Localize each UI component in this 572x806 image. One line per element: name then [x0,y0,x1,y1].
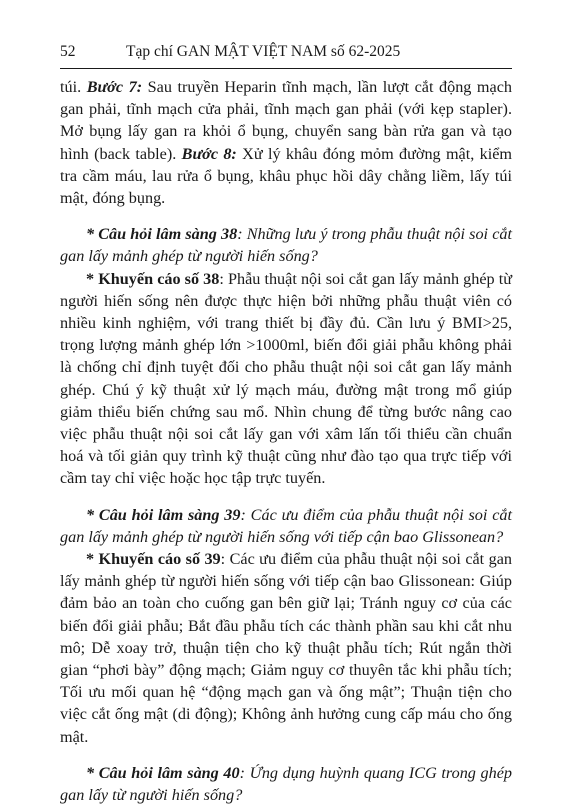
recommendation-38-label: * Khuyến cáo số 38 [86,269,220,288]
question-39-text: : Các ưu điểm của phẫu thuật nội soi cắt gan lấy mảnh ghép từ người hiến sống với tiếp cận bao Glissonean? [60,505,512,546]
step-7-label: Bước 7: [86,78,143,96]
recommendation-39-label: * Khuyến cáo số 39 [86,550,221,569]
paragraph-steps [60,76,512,209]
body-text: Xử lý khâu đóng mỏm đường mật, kiểm tra cầm máu, lau rửa ổ bụng, khâu phục hồi dây chằng liềm, lấy túi mật, đóng bụng. [60,144,512,208]
clinical-question-40 [60,762,512,806]
question-39-label: * Câu hỏi lâm sàng 39 [86,505,241,524]
page-header [60,43,512,61]
body-text: túi. [60,78,87,96]
recommendation-38 [60,268,512,490]
recommendation-39 [60,548,512,748]
clinical-question-38 [60,223,512,267]
recommendation-39-text: : Các ưu điểm của phẫu thuật nội soi cắt gan lấy mảnh ghép từ người hiến sống với tiếp cận bao Glissonean: Giúp đảm bảo an toàn cho cuống gan bên giữ lại; Tránh nguy cơ của các biến đổi giải phẫu; Bắt đầu phẫu tích các thành phần sau khi cắt nhu mô; Dễ xoay trở, thuận tiện cho kỹ thuật phẫu tích; Rút ngắn thời gian “phơi bày” động mạch; Giảm nguy cơ thuyên tắc khi phẫu tích; Tối ưu mối quan hệ “động mạch gan và ống mật”; Thuận tiện cho việc cắt ống mật (di động); Không ảnh hưởng cung cấp máu cho ống mật. [60,550,512,746]
page-body [60,76,512,806]
question-40-text: : Ứng dụng huỳnh quang ICG trong ghép gan lấy từ người hiến sống? [60,763,512,805]
question-40-label: * Câu hỏi lâm sàng 40 [86,763,240,782]
body-text: Sau truyền Heparin tĩnh mạch, lần lượt cắt động mạch gan phải, tĩnh mạch cửa phải, tĩnh mạch gan phải (với kẹp stapler). Mở bụng lấy gan ra khỏi ổ bụng, chuyển sang bàn rửa gan và tạo hình (back table). [60,78,512,163]
page-number: 52 [60,43,76,60]
question-38-label: * Câu hỏi lâm sàng 38 [86,225,238,244]
clinical-question-39 [60,504,512,548]
recommendation-38-text: : Phẫu thuật nội soi cắt gan lấy mảnh ghép từ người hiến sống nên được thực hiện bởi những phẫu thuật viên có nhiều kinh nghiệm, với trang thiết bị đầy đủ. Cần lưu ý BMI>25, trọng lượng mảnh ghép lớn >1000ml, biến đổi giải phẫu không phải là chống chỉ định tuyệt đối cho phẫu thuật nội soi cắt gan lấy mảnh ghép. Chú ý kỹ thuật xử lý mạch máu, đường mật trong mổ giúp giảm thiểu biến chứng sau mổ. Nhìn chung để từng bước nâng cao việc phẫu thuật nội soi cắt lấy gan với xâm lấn tối thiểu cần chuẩn hoá và tối giản quy trình kỹ thuật cũng như đào tạo qua trực tiếp với cầm tay chỉ việc hoặc học tập trực tuyến. [60,269,512,488]
journal-title: Tạp chí GAN MẬT VIỆT NAM số 62-2025 [126,43,401,60]
question-38-text: : Những lưu ý trong phẫu thuật nội soi cắt gan lấy mảnh ghép từ người hiến sống? [60,225,512,266]
header-rule [60,68,512,69]
step-8-label: Bước 8: [181,144,237,163]
